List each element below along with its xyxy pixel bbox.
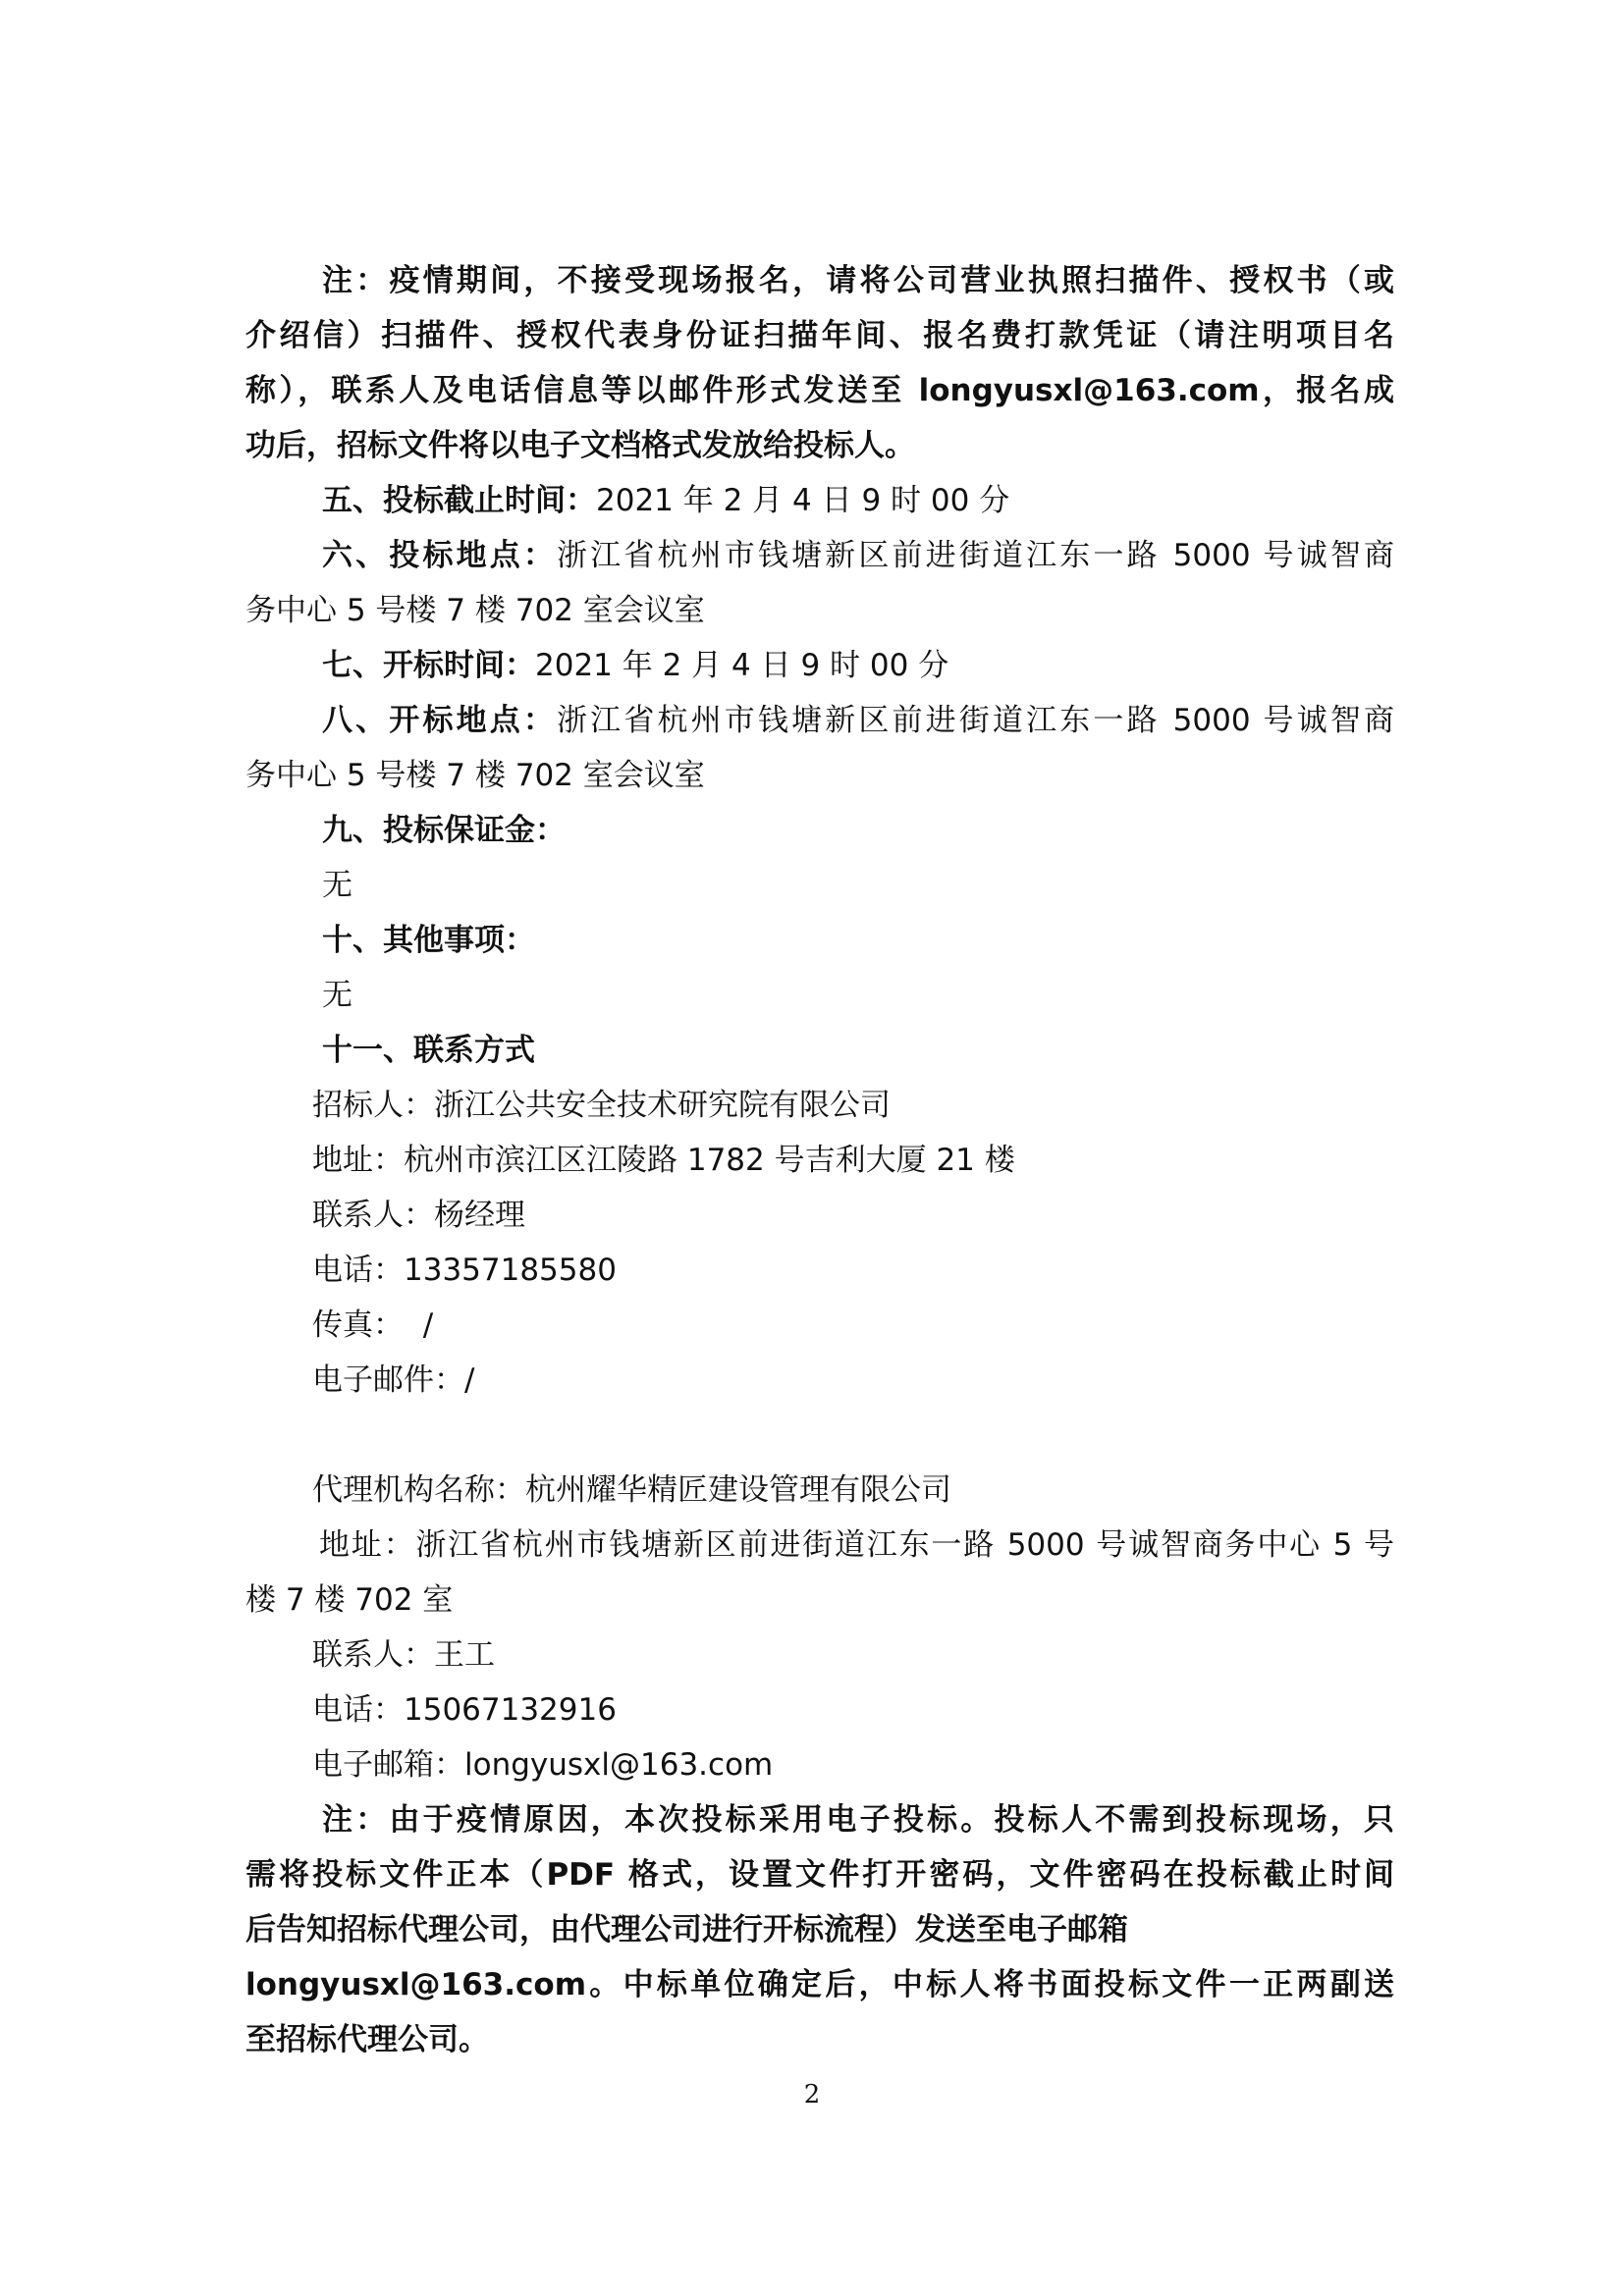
deposit-value: 无 (322, 868, 352, 903)
note2-line-3: 后告知招标代理公司，由代理公司进行开标流程）发送至电子邮箱 (245, 1912, 1128, 1948)
note1-line-2: 介绍信）扫描件、授权代表身份证扫描年间、报名费打款凭证（请注明项目名 (245, 318, 1394, 353)
opening-time-value: 2021 年 2 月 4 日 9 时 00 分 (535, 648, 949, 683)
note2-line-1: 注：由于疫情原因，本次投标采用电子投标。投标人不需到投标现场，只 (322, 1802, 1394, 1838)
opening-location-row (322, 701, 1394, 740)
deposit-label: 九、投标保证金： (322, 813, 566, 848)
deadline-value: 2021 年 2 月 4 日 9 时 00 分 (596, 483, 1010, 518)
contact-section-heading: 十一、联系方式 (322, 1033, 535, 1068)
note1-line-1: 注：疫情期间，不接受现场报名，请将公司营业执照扫描件、授权书（或 (322, 263, 1394, 298)
note1-line-3: 称），联系人及电话信息等以邮件形式发送至 longyusxl@163.com，报名成 (245, 373, 1394, 408)
tenderer-address: 地址：杭州市滨江区江陵路 1782 号吉利大厦 21 楼 (312, 1143, 1015, 1178)
note2-line-2: 需将投标文件正本（PDF 格式，设置文件打开密码，文件密码在投标截止时间 (245, 1857, 1394, 1893)
bid-location-value-1: 浙江省杭州市钱塘新区前进街道江东一路 5000 号诚智商 (557, 538, 1394, 573)
other-label: 十、其他事项： (322, 923, 535, 958)
agency-name: 代理机构名称：杭州耀华精匠建设管理有限公司 (312, 1472, 951, 1508)
tenderer-contact: 联系人：杨经理 (312, 1198, 525, 1233)
agency-email: 电子邮箱：longyusxl@163.com (312, 1747, 774, 1783)
opening-time-label: 七、开标时间： (322, 648, 535, 683)
agency-address-2: 楼 7 楼 702 室 (245, 1582, 454, 1618)
agency-contact: 联系人：王工 (312, 1637, 495, 1673)
opening-location-value-2: 务中心 5 号楼 7 楼 702 室会议室 (245, 758, 705, 793)
bid-location-row (322, 536, 1394, 575)
note2-line-5: 至招标代理公司。 (245, 2022, 489, 2057)
tenderer-phone: 电话：13357185580 (312, 1253, 617, 1288)
deadline-label: 五、投标截止时间： (322, 483, 596, 518)
agency-phone: 电话：15067132916 (312, 1692, 617, 1728)
opening-location-label: 八、开标地点： (322, 703, 558, 738)
deadline-row (322, 481, 1394, 520)
other-value: 无 (322, 978, 352, 1013)
bid-location-label: 六、投标地点： (322, 538, 558, 573)
page-number: 2 (803, 2080, 821, 2109)
tenderer-fax: 传真： / (312, 1308, 434, 1343)
opening-location-value-1: 浙江省杭州市钱塘新区前进街道江东一路 5000 号诚智商 (557, 703, 1394, 738)
tenderer-name: 招标人：浙江公共安全技术研究院有限公司 (312, 1088, 891, 1123)
agency-address-1: 地址：浙江省杭州市钱塘新区前进街道江东一路 5000 号诚智商务中心 5 号 (319, 1527, 1394, 1563)
tenderer-email: 电子邮件：/ (312, 1362, 475, 1398)
note1-line-4: 功后，招标文件将以电子文档格式发放给投标人。 (245, 428, 915, 463)
bid-location-value-2: 务中心 5 号楼 7 楼 702 室会议室 (245, 593, 705, 628)
opening-time-row (322, 646, 1394, 685)
note2-line-4: longyusxl@163.com。中标单位确定后，中标人将书面投标文件一正两副送 (245, 1967, 1394, 2002)
